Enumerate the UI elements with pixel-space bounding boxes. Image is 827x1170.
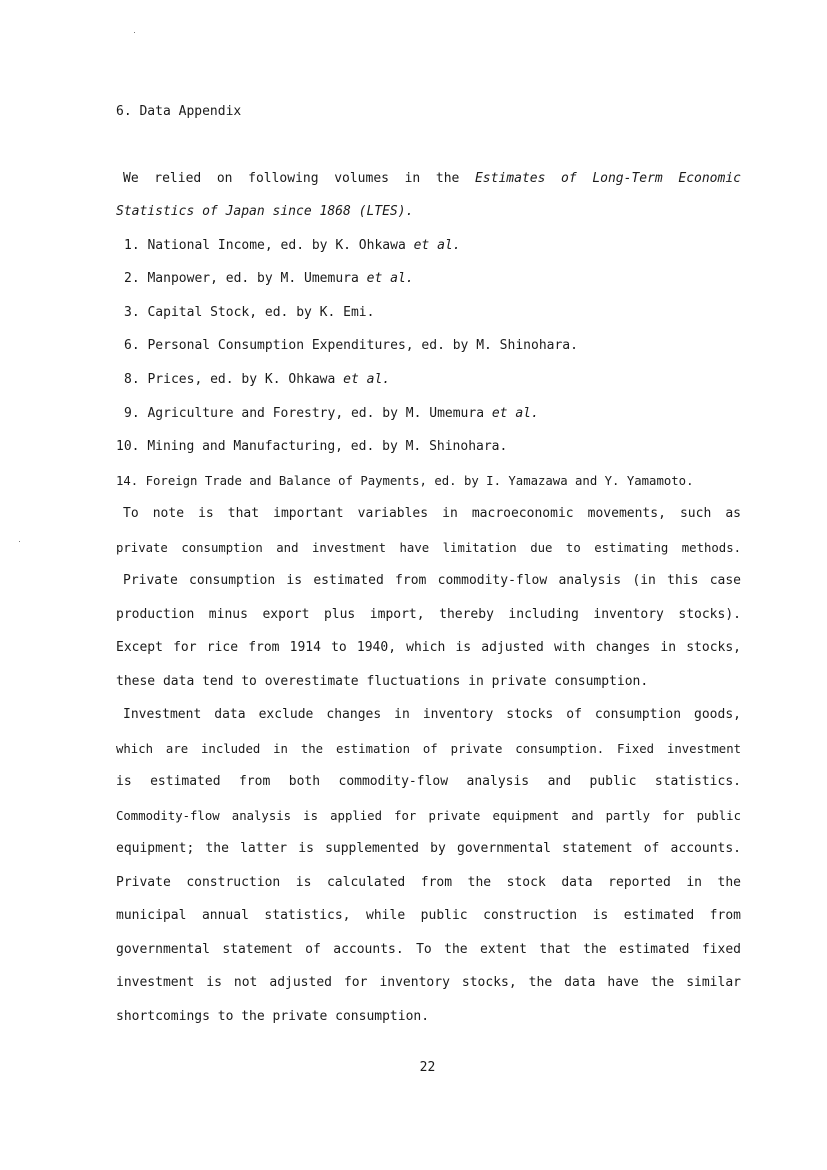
volume-text: Personal Consumption Expenditures, ed. by M. Shinohara.	[147, 338, 578, 353]
lites-title-part-1: Estimates of Long-Term Economic	[474, 171, 741, 186]
paragraph-line: Investment data exclude changes in inventory stocks of consumption goods,	[123, 707, 741, 722]
intro-line-1	[116, 171, 741, 187]
list-item	[124, 406, 539, 422]
list-item	[124, 238, 461, 254]
volume-italic: et al.	[491, 406, 539, 421]
volume-number: 2.	[124, 271, 140, 286]
paragraph-line: which are included in the estimation of private consumption. Fixed investment	[116, 742, 741, 756]
paragraph-line: is estimated from both commodity-flow analysis and public statistics.	[116, 774, 741, 789]
volume-italic: et al.	[413, 238, 461, 253]
section-title: 6. Data Appendix	[116, 104, 242, 119]
paragraph-line: private consumption and investment have limitation due to estimating methods.	[116, 541, 741, 555]
lites-title-part-2: Statistics of Japan since 1868 (LTES).	[116, 204, 414, 219]
volume-number: 6.	[124, 338, 140, 353]
paragraph-line: To note is that important variables in macroeconomic movements, such as	[123, 506, 741, 521]
page-number: 22	[419, 1060, 436, 1075]
volume-number: 1.	[124, 238, 140, 253]
volume-text: National Income, ed. by K. Ohkawa	[147, 238, 406, 253]
list-item	[124, 338, 578, 354]
list-item	[124, 305, 374, 321]
paragraph-line: governmental statement of accounts. To the extent that the estimated fixed	[116, 942, 741, 957]
volume-text: Manpower, ed. by M. Umemura	[147, 271, 359, 286]
paragraph-line: these data tend to overestimate fluctuations in private consumption.	[116, 674, 649, 689]
intro-plain: We relied on following volumes in the	[123, 171, 460, 186]
paragraph-line: Private consumption is estimated from commodity-flow analysis (in this case	[123, 573, 741, 588]
paragraph-line: Private construction is calculated from the stock data reported in the	[116, 875, 741, 890]
list-item	[116, 439, 507, 455]
scan-speck	[19, 541, 20, 542]
volume-number: 10.	[116, 439, 140, 454]
intro-line-2	[116, 204, 413, 220]
volume-italic: et al.	[343, 372, 391, 387]
list-item	[124, 372, 390, 388]
volume-text: Agriculture and Forestry, ed. by M. Umemura	[147, 406, 485, 421]
paragraph-line: Commodity-flow analysis is applied for private equipment and partly for public	[116, 809, 741, 823]
volume-text: Capital Stock, ed. by K. Emi.	[147, 305, 375, 320]
volume-italic: et al.	[366, 271, 414, 286]
paragraph-line: Except for rice from 1914 to 1940, which is adjusted with changes in stocks,	[116, 640, 741, 655]
paragraph-line: equipment; the latter is supplemented by governmental statement of accounts.	[116, 841, 741, 856]
volume-number: 9.	[124, 406, 140, 421]
volume-number: 8.	[124, 372, 140, 387]
volume-number: 3.	[124, 305, 140, 320]
list-item	[116, 473, 693, 489]
paragraph-line: shortcomings to the private consumption.	[116, 1009, 430, 1024]
volume-text: Mining and Manufacturing, ed. by M. Shinohara.	[147, 439, 508, 454]
paragraph-line: investment is not adjusted for inventory stocks, the data have the similar	[116, 975, 741, 990]
volume-text: Foreign Trade and Balance of Payments, ed. by I. Yamazawa and Y. Yamamoto.	[145, 474, 694, 488]
volume-number: 14.	[116, 474, 139, 488]
volume-text: Prices, ed. by K. Ohkawa	[147, 372, 336, 387]
paragraph-line: municipal annual statistics, while public construction is estimated from	[116, 908, 741, 923]
scan-speck	[134, 32, 135, 33]
paragraph-line: production minus export plus import, thereby including inventory stocks).	[116, 607, 741, 622]
list-item	[124, 271, 414, 287]
